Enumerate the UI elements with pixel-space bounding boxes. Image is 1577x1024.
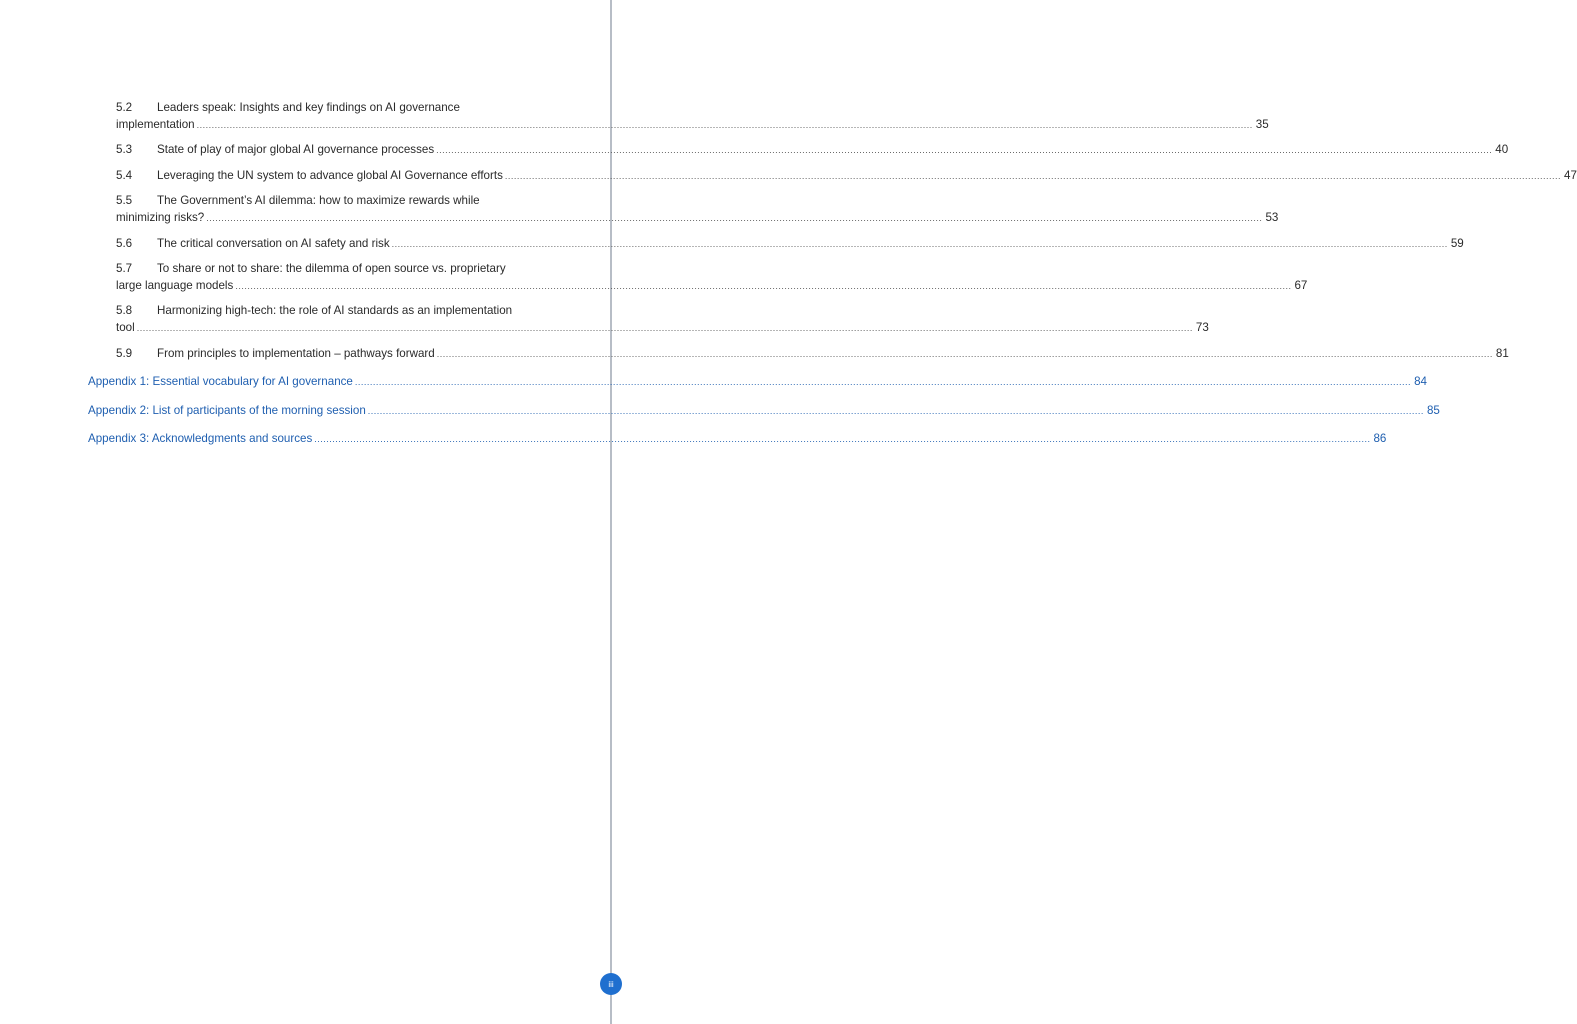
section-number: 5.6: [116, 236, 133, 250]
toc-entry-5-5[interactable]: [116, 193, 1279, 226]
dot-leader: ................................................................................................................................................................................................................................................................................................................................................................: [235, 280, 1292, 291]
page-number: 59: [1450, 236, 1464, 250]
section-number: 5.8: [116, 304, 133, 318]
section-title: From principles to implementation – pathways forward: [157, 346, 435, 360]
toc-entry-5-2[interactable]: [116, 100, 1269, 133]
page-number: 84: [1414, 375, 1427, 389]
page-number: 35: [1255, 117, 1269, 131]
page-number: 86: [1373, 432, 1387, 446]
toc-appendix-3[interactable]: [88, 431, 1387, 448]
toc-entry-5-6[interactable]: [116, 236, 1464, 253]
page-number: 40: [1495, 143, 1509, 157]
section-title-continued: tool: [116, 320, 135, 334]
section-title: Leveraging the UN system to advance global AI Governance efforts: [157, 168, 503, 182]
section-title-continued: implementation: [116, 117, 195, 131]
page-number: 47: [1564, 168, 1577, 182]
dot-leader: ................................................................................................................................................................................................................................................................................................................................................................: [196, 119, 1253, 130]
section-number: 5.2: [116, 101, 133, 114]
page-number-badge: iii: [600, 973, 622, 995]
section-number: 5.9: [116, 346, 133, 360]
section-title: State of play of major global AI governance processes: [157, 143, 435, 157]
dot-leader: ................................................................................................................................................................................................................................................................................................................................................................: [504, 170, 1562, 181]
toc-entry-5-7[interactable]: [116, 261, 1308, 294]
section-number: 5.5: [116, 194, 133, 208]
page-number: 73: [1195, 320, 1209, 334]
dot-leader: ................................................................................................................................................................................................................................................................................................................................................................: [354, 377, 1412, 388]
section-title: Leaders speak: Insights and key findings on AI governance: [157, 101, 460, 114]
page-number: 81: [1495, 346, 1509, 360]
toc-appendix-1[interactable]: [88, 374, 1427, 391]
section-number: 5.7: [116, 262, 133, 276]
page-number: 85: [1426, 403, 1440, 417]
section-title-continued: large language models: [116, 278, 234, 292]
toc-entry-5-3[interactable]: [116, 142, 1509, 159]
dot-leader: ................................................................................................................................................................................................................................................................................................................................................................: [367, 405, 1424, 416]
dot-leader: ................................................................................................................................................................................................................................................................................................................................................................: [436, 348, 1493, 359]
appendix-title: Appendix 2: List of participants of the morning session: [88, 403, 366, 417]
toc-appendix-2[interactable]: [88, 403, 1440, 420]
section-number: 5.3: [116, 143, 133, 157]
dot-leader: ................................................................................................................................................................................................................................................................................................................................................................: [436, 145, 1493, 156]
section-title: The Government’s AI dilemma: how to maximize rewards while: [157, 194, 480, 208]
section-title-continued: minimizing risks?: [116, 210, 205, 224]
toc-entry-5-8[interactable]: [116, 303, 1209, 336]
section-title: The critical conversation on AI safety and risk: [157, 236, 390, 250]
dot-leader: ................................................................................................................................................................................................................................................................................................................................................................: [206, 212, 1263, 223]
table-of-contents: [88, 100, 1577, 460]
section-title: Harmonizing high-tech: the role of AI standards as an implementation: [157, 304, 513, 318]
page-number: 67: [1294, 278, 1308, 292]
dot-leader: ................................................................................................................................................................................................................................................................................................................................................................: [136, 322, 1193, 333]
dot-leader: ................................................................................................................................................................................................................................................................................................................................................................: [314, 434, 1371, 445]
toc-entry-5-4[interactable]: [116, 168, 1577, 185]
section-number: 5.4: [116, 168, 133, 182]
toc-entry-5-9[interactable]: [116, 346, 1509, 363]
appendix-title: Appendix 3: Acknowledgments and sources: [88, 432, 313, 446]
section-title: To share or not to share: the dilemma of open source vs. proprietary: [157, 262, 506, 276]
dot-leader: ................................................................................................................................................................................................................................................................................................................................................................: [391, 238, 1448, 249]
page-number: 53: [1265, 210, 1279, 224]
appendix-title: Appendix 1: Essential vocabulary for AI governance: [88, 375, 353, 389]
